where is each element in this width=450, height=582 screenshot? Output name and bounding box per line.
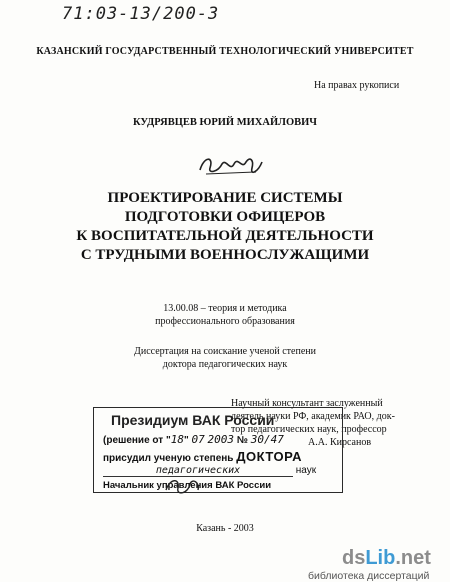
dslib-logo: [280, 548, 450, 570]
degree-line: Диссертация на соискание ученой степени: [134, 346, 316, 357]
stamp-field-suffix: наук: [295, 465, 317, 476]
stamp-field-handwritten: педагогических: [103, 465, 293, 477]
consultant-line: деятель науки РФ, академик РАО, док-: [231, 411, 395, 422]
specialty-line: 13.00.08 – теория и методика: [163, 303, 287, 314]
stamp-degree-value: ДОКТОРА: [236, 449, 303, 464]
city-and-year: Казань - 2003: [196, 523, 254, 534]
stamp-decision-month: 07: [191, 433, 205, 446]
title-line: ПОДГОТОВКИ ОФИЦЕРОВ: [124, 209, 326, 225]
title-line: ПРОЕКТИРОВАНИЕ СИСТЕМЫ: [107, 190, 343, 206]
stamp-signature: [160, 474, 210, 498]
stamp-decision-prefix: (решение от ": [103, 435, 171, 446]
stamp-decision-year: 2003: [207, 433, 235, 446]
manuscript-rights-note: На правах рукописи: [314, 80, 400, 91]
dslib-logo-lib: Lib: [365, 547, 396, 569]
degree-statement: [0, 345, 450, 371]
dslib-watermark: [280, 548, 450, 582]
author-signature: [196, 150, 266, 180]
dslib-logo-ds: ds: [342, 547, 366, 569]
degree-line: доктора педагогических наук: [162, 359, 288, 370]
stamp-degree-line: [103, 449, 302, 464]
dslib-logo-net: .net: [395, 547, 431, 569]
stamp-head-title: Начальник управления ВАК России: [103, 480, 272, 491]
archive-code: 71:03-13/200-3: [62, 4, 220, 24]
specialty-code: [0, 302, 450, 328]
stamp-decision-line: [103, 433, 284, 446]
specialty-line: профессионального образования: [155, 316, 295, 327]
stamp-decision-number: 30/47: [250, 433, 284, 446]
consultant-line: Научный консультант заслуженный: [231, 398, 383, 409]
stamp-decision-day: 18: [170, 433, 184, 446]
stamp-degree-prefix: присудил ученую степень: [103, 453, 234, 464]
author-name: КУДРЯВЦЕВ ЮРИЙ МИХАЙЛОВИЧ: [132, 117, 318, 128]
stamp-decision-number-prefix: №: [236, 435, 248, 446]
title-line: С ТРУДНЫМИ ВОЕННОСЛУЖАЩИМИ: [80, 247, 370, 263]
dslib-tagline: библиотека диссертаций: [308, 570, 430, 582]
stamp-header: Президиум ВАК России: [111, 412, 275, 428]
title-line: К ВОСПИТАТЕЛЬНОЙ ДЕЯТЕЛЬНОСТИ: [76, 228, 374, 244]
university-name: КАЗАНСКИЙ ГОСУДАРСТВЕННЫЙ ТЕХНОЛОГИЧЕСКИЙ УНИВЕРСИТЕТ: [36, 46, 414, 57]
stamp-decision-quote: ": [183, 435, 189, 446]
consultant-line: А.А. Кирсанов: [308, 437, 372, 448]
consultant-line: тор педагогических наук, профессор: [231, 424, 387, 435]
dissertation-title: [0, 189, 450, 265]
